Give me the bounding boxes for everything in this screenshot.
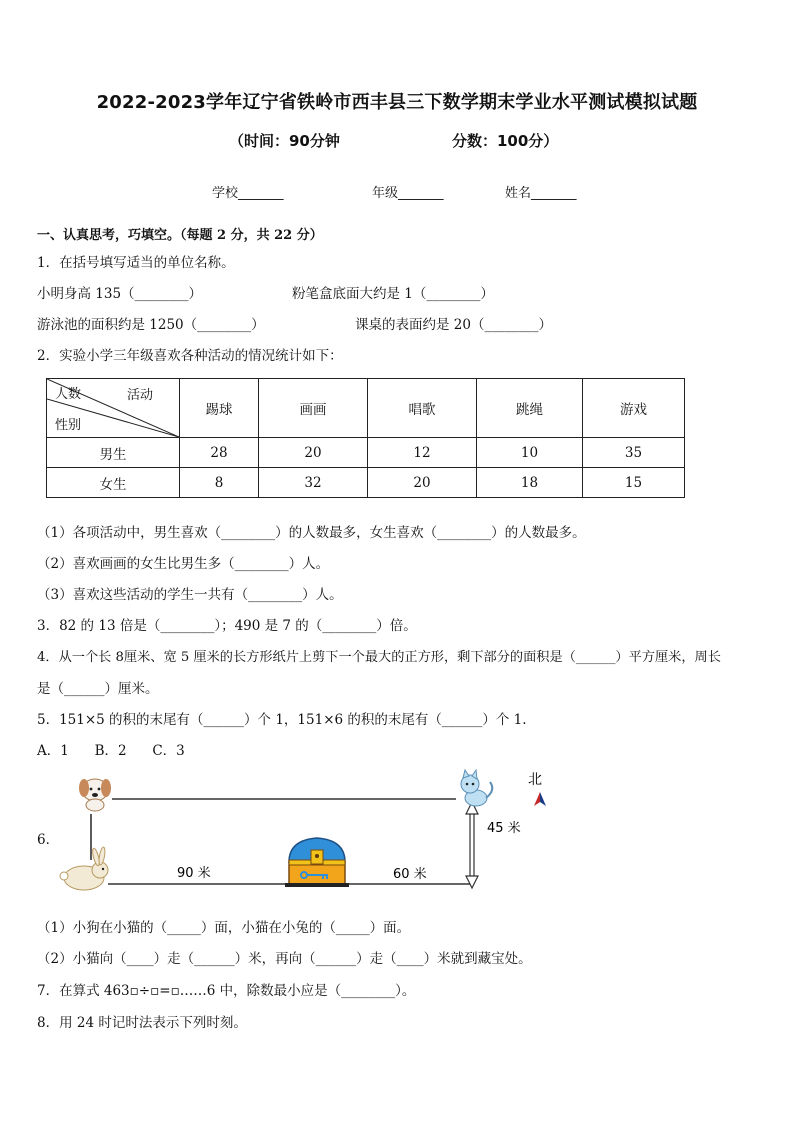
q2-part3: （3）喜欢这些活动的学生一共有（________）人。 — [37, 587, 343, 603]
grade-field[interactable]: 年级_______ — [372, 186, 444, 201]
column-header: 画画 — [259, 379, 368, 438]
q1-stem: 1．在括号填写适当的单位名称。 — [37, 255, 235, 271]
table-cell: 10 — [477, 438, 583, 468]
section-heading: 一、认真思考，巧填空。（每题 2 分，共 22 分） — [37, 228, 323, 243]
score-info: 分数：100分） — [452, 132, 559, 150]
distance-60m: 60 米 — [393, 867, 427, 882]
q1-item-d: 课桌的表面约是 20（________） — [355, 317, 552, 333]
table-corner-cell — [47, 379, 180, 438]
table-cell: 15 — [583, 468, 685, 498]
compass-arrow-icon — [534, 792, 546, 806]
q8-text: 8．用 24 时记时法表示下列时刻。 — [37, 1015, 247, 1031]
table-cell: 35 — [583, 438, 685, 468]
q4-line2: 是（______）厘米。 — [37, 681, 159, 697]
q6-number: 6． — [37, 832, 60, 848]
time-info: （时间：90分钟 — [229, 132, 340, 150]
treasure-map-figure — [0, 760, 794, 900]
distance-45m: 45 米 — [487, 821, 521, 836]
north-label: 北 — [528, 772, 542, 788]
q7-text: 7．在算式 463▫÷▫=▫……6 中，除数最小应是（________）。 — [37, 983, 416, 999]
table-cell: 20 — [368, 468, 477, 498]
q6-part2: （2）小猫向（____）走（______）米，再向（______）走（____）米就到藏宝处。 — [37, 951, 532, 967]
rabbit-icon — [60, 847, 108, 890]
page-title: 2022-2023学年辽宁省铁岭市西丰县三下数学期末学业水平测试模拟试题 — [96, 92, 698, 113]
row-label: 男生 — [47, 438, 180, 468]
table-cell: 18 — [477, 468, 583, 498]
q1-item-c: 游泳池的面积约是 1250（________） — [37, 317, 265, 333]
cat-icon — [461, 770, 492, 806]
treasure-chest-icon — [285, 838, 349, 887]
table-cell: 28 — [180, 438, 259, 468]
dog-icon — [79, 779, 111, 811]
table-cell: 12 — [368, 438, 477, 468]
row-label: 女生 — [47, 468, 180, 498]
q5-options: A．1 B．2 C．3 — [37, 743, 185, 759]
table-cell: 8 — [180, 468, 259, 498]
table-row — [47, 438, 685, 468]
column-header: 游戏 — [583, 379, 685, 438]
q3-text: 3．82 的 13 倍是（________）；490 是 7 的（________）倍。 — [37, 618, 417, 634]
column-header: 唱歌 — [368, 379, 477, 438]
q2-part1: （1）各项活动中，男生喜欢（________）的人数最多，女生喜欢（________）的人数最多。 — [37, 525, 586, 541]
column-header: 踢球 — [180, 379, 259, 438]
corner-label-gender: 性别 — [55, 418, 82, 433]
q1-item-a: 小明身高 135（________） — [37, 286, 203, 302]
q2-stem: 2．实验小学三年级喜欢各种活动的情况统计如下： — [37, 348, 343, 364]
q4-line1: 4．从一个长 8厘米、宽 5 厘米的长方形纸片上剪下一个最大的正方形，剩下部分的面积是（______）平方厘米，周长 — [37, 650, 721, 665]
school-field[interactable]: 学校_______ — [212, 186, 284, 201]
q1-item-b: 粉笔盒底面大约是 1（________） — [292, 286, 494, 302]
q6-part1: （1）小狗在小猫的（_____）面，小猫在小兔的（_____）面。 — [37, 920, 411, 936]
table-cell: 20 — [259, 438, 368, 468]
distance-90m: 90 米 — [177, 866, 211, 881]
column-header: 跳绳 — [477, 379, 583, 438]
corner-label-activity: 活动 — [127, 388, 154, 403]
name-field[interactable]: 姓名_______ — [505, 186, 577, 201]
q2-part2: （2）喜欢画画的女生比男生多（________）人。 — [37, 556, 330, 572]
corner-label-count: 人数 — [55, 387, 82, 402]
q5-text: 5．151×5 的积的末尾有（______）个 1，151×6 的积的末尾有（______）个 1. — [37, 712, 527, 728]
table-cell: 32 — [259, 468, 368, 498]
activity-table — [46, 378, 685, 498]
table-row — [47, 468, 685, 498]
